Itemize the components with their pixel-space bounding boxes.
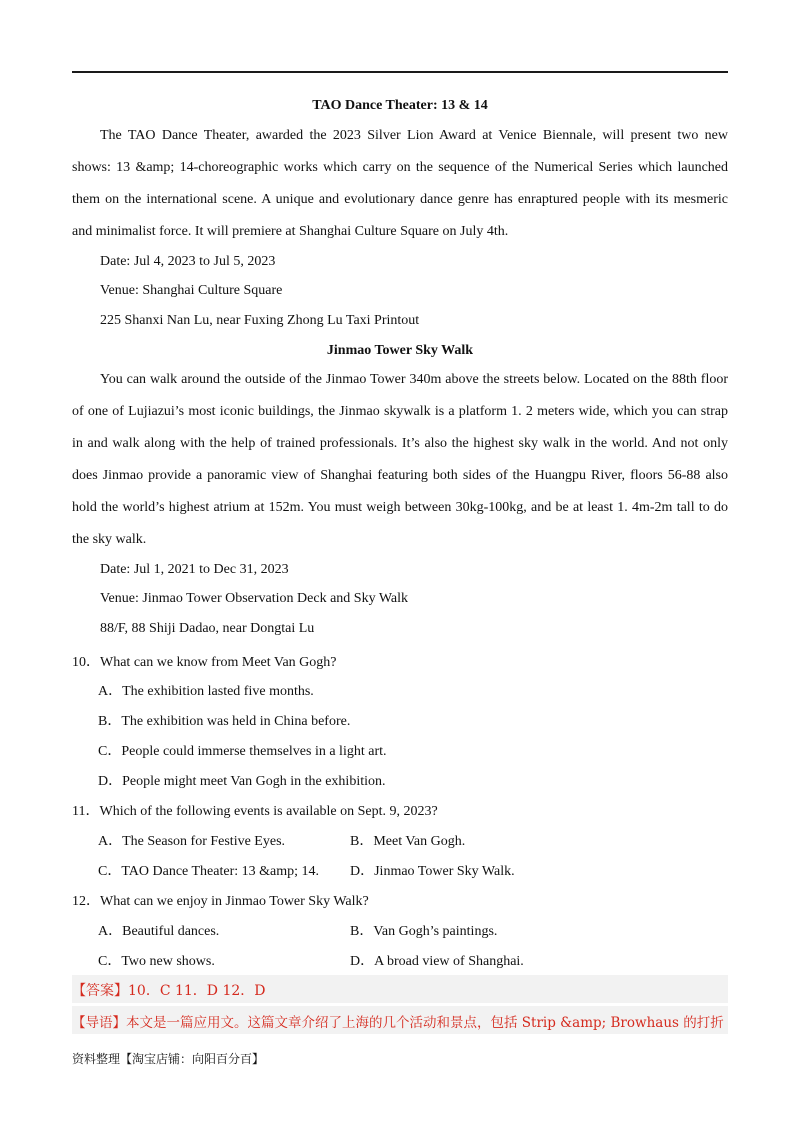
paragraph-line: The TAO Dance Theater, awarded the 2023 Silver Lion Award at Venice Biennale, will present two new [100, 128, 728, 143]
answer-option: C．Two new shows. [98, 954, 215, 969]
header-rule [72, 71, 728, 73]
answer-option: B．Meet Van Gogh. [350, 834, 466, 849]
section-title-jinmao: Jinmao Tower Sky Walk [326, 343, 474, 358]
event-venue: Venue: Jinmao Tower Observation Deck and Sky Walk [100, 591, 409, 606]
answer-option: D．Jinmao Tower Sky Walk. [350, 864, 515, 879]
answer-option: D．A broad view of Shanghai. [350, 954, 524, 969]
question-stem: 11．Which of the following events is available on Sept. 9, 2023? [72, 804, 438, 819]
answer-option: B．Van Gogh’s paintings. [350, 924, 498, 939]
answer-option: A．Beautiful dances. [98, 924, 220, 939]
section-title-tao: TAO Dance Theater: 13 & 14 [312, 98, 488, 113]
answer-option: A．The exhibition lasted five months. [98, 684, 314, 699]
answer-option: A．The Season for Festive Eyes. [98, 834, 286, 849]
event-date: Date: Jul 4, 2023 to Jul 5, 2023 [100, 254, 276, 269]
question-stem: 10．What can we know from Meet Van Gogh? [72, 655, 337, 670]
paragraph-line: does Jinmao provide a panoramic view of Shanghai featuring both sides of the Huangpu River, floors 56-88 also [72, 468, 728, 483]
paragraph-line: You can walk around the outside of the Jinmao Tower 340m above the streets below. Located on the 88th floor [100, 372, 728, 387]
event-address: 225 Shanxi Nan Lu, near Fuxing Zhong Lu Taxi Printout [100, 313, 420, 328]
event-address: 88/F, 88 Shiji Dadao, near Dongtai Lu [100, 621, 315, 636]
paragraph-line: hold the world’s highest atrium at 152m. You must weigh between 30kg-100kg, and be at least 1. 4m-2m tall to do [72, 500, 728, 515]
paragraph-line: of one of Lujiazui’s most iconic buildings, the Jinmao skywalk is a platform 1. 2 meters wide, which you can strap [72, 404, 728, 419]
question-stem: 12．What can we enjoy in Jinmao Tower Sky Walk? [72, 894, 369, 909]
paragraph-line: and minimalist force. It will premiere at Shanghai Culture Square on July 4th. [72, 224, 509, 239]
paragraph-line: in and walk along with the help of trained professionals. It’s also the highest sky walk in the world. And not only [72, 436, 728, 451]
paragraph-line: the sky walk. [72, 532, 147, 547]
answer-option: D．People might meet Van Gogh in the exhibition. [98, 774, 386, 789]
event-date: Date: Jul 1, 2021 to Dec 31, 2023 [100, 562, 289, 577]
paragraph-line: them on the international scene. A unique and evolutionary dance genre has enraptured people with its mesmeric [72, 192, 728, 207]
answer-key: 【答案】10．C 11．D 12．D [72, 983, 266, 999]
answer-option: B．The exhibition was held in China before. [98, 714, 351, 729]
event-venue: Venue: Shanghai Culture Square [100, 283, 283, 298]
paragraph-line: shows: 13 &amp; 14-choreographic works which carry on the sequence of the Numerical Series which launched [72, 160, 728, 175]
guide-text: 【导语】本文是一篇应用文。这篇文章介绍了上海的几个活动和景点，包括 Strip &amp; Browhaus 的打折 [72, 1015, 724, 1031]
answer-option: C．People could immerse themselves in a light art. [98, 744, 387, 759]
footer-source: 资料整理【淘宝店铺：向阳百分百】 [72, 1052, 265, 1066]
answer-option: C．TAO Dance Theater: 13 &amp; 14. [98, 864, 320, 879]
